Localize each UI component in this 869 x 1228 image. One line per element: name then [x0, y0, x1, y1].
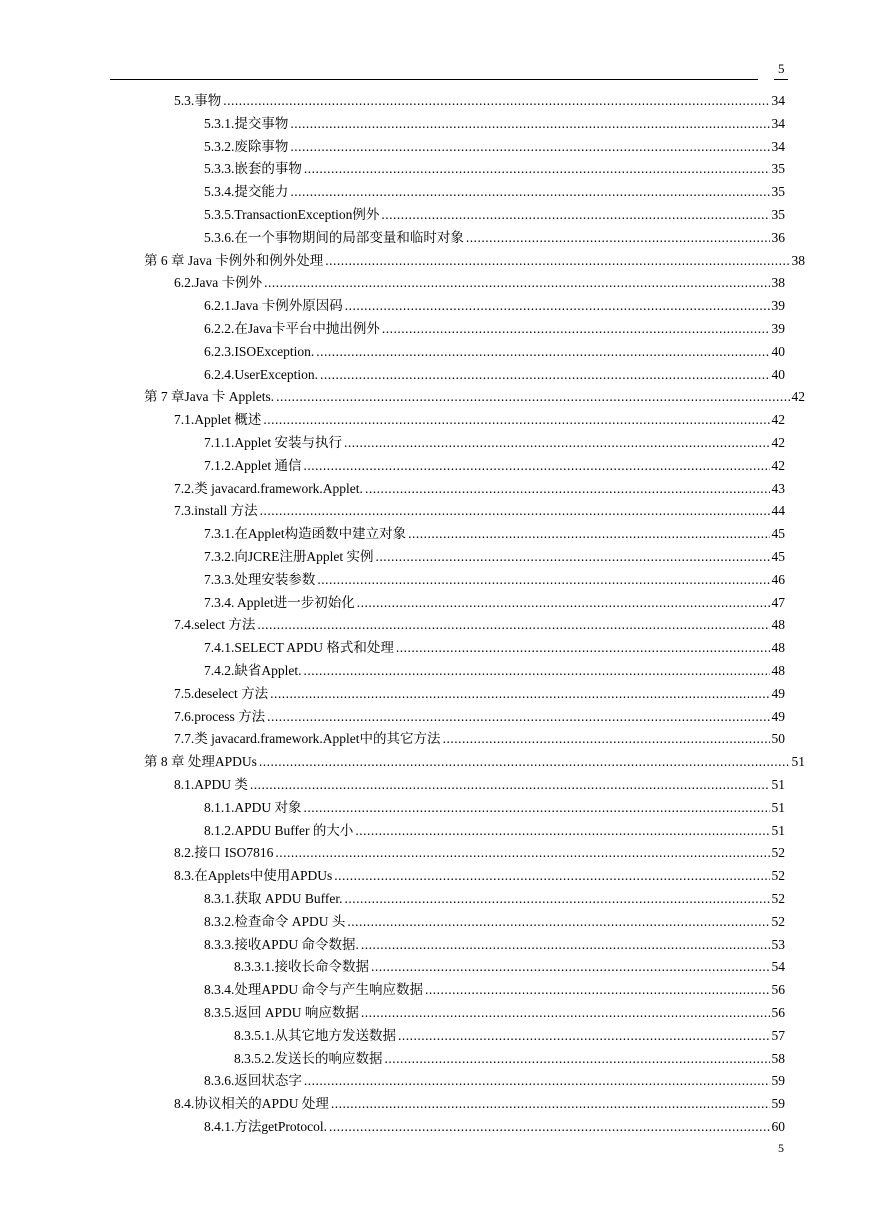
- toc-entry[interactable]: [204, 1002, 785, 1025]
- toc-entry[interactable]: [144, 386, 805, 409]
- toc-dot-leader: [344, 432, 770, 455]
- toc-entry[interactable]: [174, 728, 785, 751]
- toc-entry[interactable]: [204, 637, 785, 660]
- toc-dot-leader: [443, 728, 770, 751]
- toc-entry-title: 7.4.2.缺省Applet.: [204, 663, 302, 678]
- toc-entry[interactable]: [204, 1116, 785, 1139]
- toc-entry-page: 42: [791, 389, 805, 405]
- toc-entry-title: 8.3.5.返回 APDU 响应数据: [204, 1005, 359, 1020]
- toc-entry-title: 7.6.process 方法: [174, 708, 266, 724]
- toc-dot-leader: [304, 158, 770, 181]
- toc-entry-title: 8.2.接口 ISO7816: [174, 845, 274, 861]
- toc-entry-page: 45: [771, 549, 785, 564]
- toc-entry-page: 51: [791, 754, 805, 770]
- toc-entry-title: 7.1.Applet 概述: [174, 412, 262, 428]
- toc-dot-leader: [345, 888, 770, 911]
- toc-entry-page: 51: [771, 822, 785, 838]
- toc-entry[interactable]: [174, 478, 785, 501]
- toc-entry[interactable]: [234, 1025, 785, 1048]
- toc-dot-leader: [345, 295, 770, 318]
- toc-entry[interactable]: [144, 250, 805, 273]
- toc-dot-leader: [320, 364, 770, 387]
- toc-entry-page: 42: [771, 435, 785, 450]
- toc-entry[interactable]: [204, 569, 785, 592]
- toc-entry[interactable]: [174, 500, 785, 523]
- toc-entry[interactable]: [174, 1093, 785, 1116]
- toc-entry[interactable]: [204, 660, 785, 683]
- toc-entry-page: 51: [771, 799, 785, 815]
- toc-dot-leader: [381, 204, 769, 227]
- toc-dot-leader: [425, 979, 769, 1002]
- toc-dot-leader: [316, 341, 769, 364]
- toc-dot-leader: [270, 683, 769, 706]
- toc-dot-leader: [264, 272, 769, 295]
- toc-entry[interactable]: [204, 546, 785, 569]
- toc-entry-title: 8.3.3.1.接收长命令数据: [234, 959, 369, 975]
- toc-entry-page: 34: [771, 115, 785, 131]
- toc-entry-title: 8.1.APDU 类: [174, 777, 248, 792]
- toc-entry[interactable]: [174, 865, 785, 888]
- toc-entry-page: 39: [771, 321, 785, 336]
- toc-entry-page: 48: [771, 663, 785, 678]
- toc-entry[interactable]: [204, 136, 785, 159]
- toc-entry-page: 56: [771, 1005, 785, 1020]
- toc-entry[interactable]: [204, 888, 785, 911]
- toc-entry-page: 46: [771, 571, 785, 587]
- toc-dot-leader: [275, 842, 769, 865]
- toc-entry[interactable]: [144, 751, 805, 774]
- toc-entry-title: 8.1.2.APDU Buffer 的大小: [204, 822, 354, 838]
- toc-entry[interactable]: [174, 614, 785, 637]
- toc-dot-leader: [304, 797, 770, 820]
- toc-entry[interactable]: [204, 820, 785, 843]
- toc-entry[interactable]: [204, 797, 785, 820]
- toc-entry-title: 8.4.1.方法getProtocol.: [204, 1119, 327, 1134]
- toc-entry-page: 50: [771, 731, 785, 747]
- toc-entry-title: 7.3.4. Applet进一步初始化: [204, 594, 355, 610]
- toc-entry[interactable]: [174, 706, 785, 729]
- toc-dot-leader: [376, 546, 770, 569]
- header-rule: [110, 79, 758, 80]
- toc-entry-page: 56: [771, 982, 785, 998]
- toc-entry[interactable]: [174, 842, 785, 865]
- toc-entry-page: 47: [771, 594, 785, 610]
- toc-entry-title: 5.3.5.TransactionException例外: [204, 207, 380, 222]
- toc-entry-page: 52: [771, 913, 785, 929]
- toc-entry[interactable]: [204, 432, 785, 455]
- toc-entry[interactable]: [204, 113, 785, 136]
- toc-entry-page: 49: [771, 685, 785, 701]
- toc-entry-title: 5.3.6.在一个事物期间的局部变量和临时对象: [204, 229, 464, 245]
- toc-dot-leader: [325, 250, 789, 273]
- toc-dot-leader: [466, 227, 770, 250]
- toc-entry-page: 38: [791, 252, 805, 268]
- header-page-number-underline: [774, 79, 788, 80]
- toc-entry-page: 38: [771, 275, 785, 291]
- toc-entry-title: 第 6 章 Java 卡例外和例外处理: [144, 252, 324, 268]
- toc-dot-leader: [408, 523, 769, 546]
- toc-entry[interactable]: [204, 455, 785, 478]
- toc-entry-page: 57: [771, 1027, 785, 1043]
- toc-entry-page: 54: [771, 959, 785, 975]
- toc-dot-leader: [398, 1025, 770, 1048]
- toc-entry[interactable]: [204, 158, 785, 181]
- toc-entry-title: 5.3.3.嵌套的事物: [204, 161, 302, 177]
- toc-entry-title: 8.3.1.获取 APDU Buffer.: [204, 891, 343, 906]
- toc-dot-leader: [331, 1093, 770, 1116]
- toc-entry[interactable]: [204, 295, 785, 318]
- toc-dot-leader: [290, 181, 769, 204]
- toc-entry-title: 7.1.1.Applet 安装与执行: [204, 435, 342, 450]
- toc-dot-leader: [361, 1002, 770, 1025]
- toc-dot-leader: [317, 569, 769, 592]
- toc-entry-title: 第 8 章 处理APDUs: [144, 754, 257, 770]
- toc-entry-page: 35: [771, 207, 785, 222]
- toc-entry[interactable]: [204, 227, 785, 250]
- toc-dot-leader: [267, 706, 769, 729]
- toc-dot-leader: [260, 500, 770, 523]
- toc-entry-page: 40: [771, 366, 785, 382]
- toc-entry-page: 52: [771, 845, 785, 861]
- toc-dot-leader: [290, 113, 769, 136]
- toc-entry-title: 7.5.deselect 方法: [174, 685, 269, 701]
- toc-entry-page: 42: [771, 457, 785, 473]
- toc-entry-title: 8.3.3.接收APDU 命令数据.: [204, 936, 359, 952]
- toc-entry-page: 52: [771, 868, 785, 884]
- toc-dot-leader: [361, 934, 770, 957]
- toc-entry-title: 7.3.install 方法: [174, 503, 258, 519]
- toc-dot-leader: [355, 820, 769, 843]
- toc-entry-page: 49: [771, 708, 785, 724]
- toc-entry-title: 6.2.2.在Java卡平台中抛出例外: [204, 321, 380, 336]
- toc-entry-page: 59: [771, 1096, 785, 1112]
- toc-entry-title: 7.7.类 javacard.framework.Applet中的其它方法: [174, 731, 441, 747]
- toc-entry[interactable]: [234, 956, 785, 979]
- toc-dot-leader: [347, 911, 769, 934]
- toc-dot-leader: [329, 1116, 770, 1139]
- toc-entry[interactable]: [204, 934, 785, 957]
- toc-entry-title: 5.3.2.废除事物: [204, 138, 289, 154]
- toc-entry-title: 8.3.6.返回状态字: [204, 1073, 302, 1089]
- toc-entry[interactable]: [174, 272, 785, 295]
- toc-entry[interactable]: [174, 409, 785, 432]
- toc-entry[interactable]: [204, 1070, 785, 1093]
- toc-dot-leader: [290, 136, 769, 159]
- toc-dot-leader: [365, 478, 770, 501]
- toc-entry-title: 6.2.Java 卡例外: [174, 275, 263, 291]
- toc-entry-page: 36: [771, 229, 785, 245]
- toc-entry-page: 35: [771, 161, 785, 177]
- toc-dot-leader: [371, 956, 770, 979]
- toc-entry[interactable]: [204, 523, 785, 546]
- toc-entry-page: 48: [771, 617, 785, 633]
- toc-entry[interactable]: [204, 204, 785, 227]
- toc-entry-page: 40: [771, 343, 785, 359]
- toc-entry-page: 39: [771, 298, 785, 314]
- toc-entry-title: 8.3.5.1.从其它地方发送数据: [234, 1027, 396, 1043]
- toc-entry-title: 8.3.2.检查命令 APDU 头: [204, 913, 346, 929]
- toc-dot-leader: [263, 409, 769, 432]
- toc-entry-page: 59: [771, 1073, 785, 1089]
- header-page-number: 5: [778, 61, 785, 76]
- toc-dot-leader: [304, 455, 770, 478]
- toc-entry-page: 43: [771, 480, 785, 496]
- toc-dot-leader: [357, 592, 770, 615]
- toc-entry-page: 58: [771, 1050, 785, 1066]
- toc-entry[interactable]: [204, 341, 785, 364]
- toc-entry[interactable]: [204, 318, 785, 341]
- toc-dot-leader: [257, 614, 769, 637]
- toc-entry-page: 53: [771, 936, 785, 952]
- toc-dot-leader: [250, 774, 770, 797]
- toc-entry-page: 44: [771, 503, 785, 519]
- toc-entry-title: 6.2.1.Java 卡例外原因码: [204, 298, 343, 314]
- toc-entry-page: 52: [771, 891, 785, 906]
- toc-entry-title: 8.3.在Applets中使用APDUs: [174, 868, 333, 884]
- toc-dot-leader: [223, 90, 769, 113]
- toc-entry-title: 8.3.4.处理APDU 命令与产生响应数据: [204, 982, 424, 998]
- toc-entry-title: 7.2.类 javacard.framework.Applet.: [174, 480, 363, 496]
- toc-entry-title: 8.4.协议相关的APDU 处理: [174, 1096, 329, 1112]
- toc-entry-page: 60: [771, 1119, 785, 1134]
- toc-entry-page: 51: [771, 777, 785, 792]
- toc-entry[interactable]: [204, 911, 785, 934]
- toc-entry[interactable]: [204, 979, 785, 1002]
- toc-entry-title: 8.3.5.2.发送长的响应数据: [234, 1050, 383, 1066]
- toc-entry[interactable]: [174, 774, 785, 797]
- toc-entry-title: 7.1.2.Applet 通信: [204, 457, 302, 473]
- toc-entry[interactable]: [174, 90, 785, 113]
- toc-entry-page: 48: [771, 640, 785, 656]
- toc-entry-page: 42: [771, 412, 785, 428]
- toc-entry-title: 7.3.2.向JCRE注册Applet 实例: [204, 549, 374, 564]
- toc-dot-leader: [304, 660, 770, 683]
- toc-entry[interactable]: [174, 683, 785, 706]
- toc-dot-leader: [259, 751, 790, 774]
- toc-entry-title: 7.3.3.处理安装参数: [204, 571, 316, 587]
- toc-entry-title: 5.3.1.提交事物: [204, 115, 289, 131]
- toc-dot-leader: [396, 637, 770, 660]
- toc-entry-page: 34: [771, 93, 785, 108]
- toc-entry[interactable]: [204, 592, 785, 615]
- toc-entry-title: 7.4.1.SELECT APDU 格式和处理: [204, 640, 394, 656]
- toc-entry[interactable]: [234, 1048, 785, 1071]
- toc-entry-title: 5.3.4.提交能力: [204, 184, 289, 200]
- toc-entry-title: 7.4.select 方法: [174, 617, 256, 633]
- footer-page-number: 5: [778, 1141, 784, 1155]
- toc-dot-leader: [304, 1070, 770, 1093]
- toc-entry-title: 6.2.4.UserException.: [204, 366, 318, 382]
- toc-entry-page: 45: [771, 526, 785, 542]
- toc-entry-page: 35: [771, 184, 785, 200]
- toc-entry[interactable]: [204, 181, 785, 204]
- toc-dot-leader: [385, 1048, 770, 1071]
- toc-dot-leader: [334, 865, 769, 888]
- toc-entry-title: 第 7 章Java 卡 Applets.: [144, 389, 275, 405]
- toc-entry-title: 8.1.1.APDU 对象: [204, 799, 302, 815]
- toc-entry-title: 5.3.事物: [174, 93, 222, 108]
- toc-entry-title: 7.3.1.在Applet构造函数中建立对象: [204, 526, 407, 542]
- toc-dot-leader: [382, 318, 770, 341]
- toc-dot-leader: [276, 386, 789, 409]
- toc-entry[interactable]: [204, 364, 785, 387]
- toc-entry-page: 34: [771, 138, 785, 154]
- toc-entry-title: 6.2.3.ISOException.: [204, 343, 315, 359]
